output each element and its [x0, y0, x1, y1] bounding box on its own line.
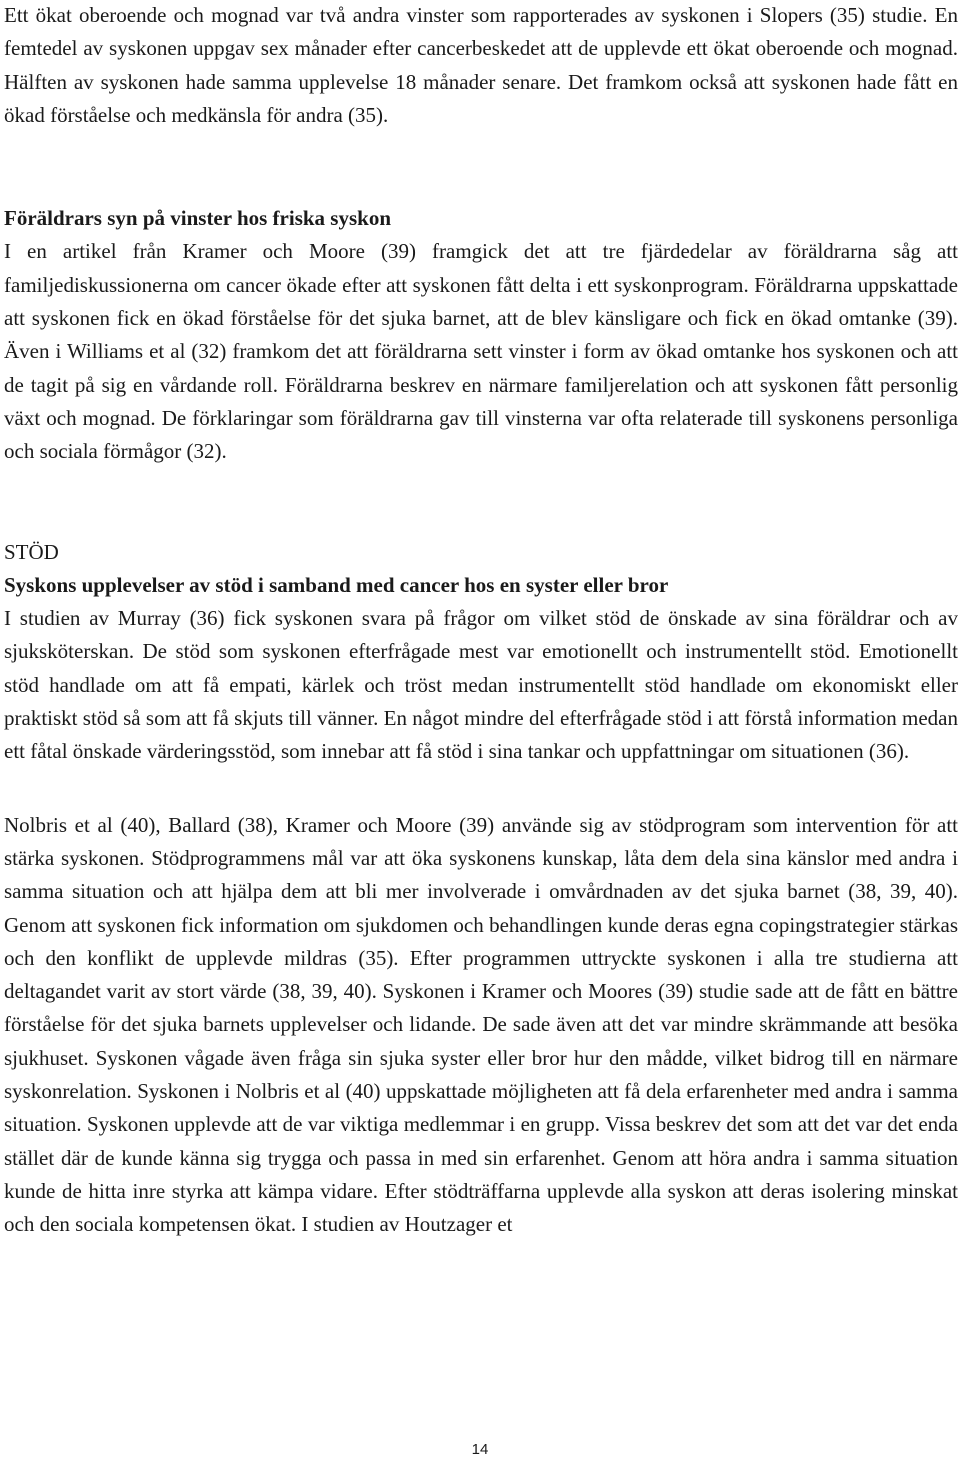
- support-section: [4, 536, 958, 769]
- intro-paragraph: Ett ökat oberoende och mognad var två andra vinster som rapporterades av syskonen i Slopers (35) studie. En femtedel av syskonen uppgav sex månader efter cancerbeskedet att de upplevde ett ökat oberoende och mognad. Hälften av syskonen hade samma upplevelse 18 månader senare. Det framkom också att syskonen hade fått en ökad förståelse och medkänsla för andra (35).: [4, 3, 958, 127]
- page-number: 14: [471, 1441, 489, 1458]
- parents-section: [4, 202, 958, 468]
- programs-section: [4, 809, 958, 1242]
- document-page: [4, 0, 958, 1242]
- parents-section-paragraph: I en artikel från Kramer och Moore (39) framgick det att tre fjärdedelar av föräldrarna såg att familjediskussionerna om cancer ökade efter att syskonen fått delta i ett syskonprogram. Föräldrarna uppskattade att syskonen fick en ökad förståelse för det sjuka barnet, att de blev känsligare och fick en ökad omtanke (39). Även i Williams et al (32) framkom det att föräldrarna sett vinster i form av ökad omtanke hos syskonen och att de tagit på sig en vårdande roll. Föräldrarna beskrev en närmare familjerelation och att syskonen fått personlig växt och mognad. De förklaringar som föräldrarna gav till vinsterna var ofta relaterade till syskonens personliga och sociala förmågor (32).: [4, 239, 958, 464]
- support-section-paragraph: I studien av Murray (36) fick syskonen svara på frågor om vilket stöd de önskade av sina föräldrar och av sjuksköterskan. De stöd som syskonen efterfrågade mest var emotionellt och instrumentellt stöd. Emotionellt stöd handlade om att få empati, kärlek och tröst medan instrumentellt stöd handlade om ekonomiskt eller praktiskt stöd så som att få skjuts till vänner. En något mindre del efterfrågade stöd i att förstå information medan ett fåtal önskade värderingsstöd, som innebar att få stöd i sina tankar och uppfattningar om situationen (36).: [4, 606, 958, 764]
- parents-section-heading: Föräldrars syn på vinster hos friska syskon: [4, 206, 392, 231]
- support-section-label: STÖD: [4, 539, 59, 564]
- intro-section: [4, 0, 958, 132]
- programs-section-paragraph: Nolbris et al (40), Ballard (38), Kramer och Moore (39) använde sig av stödprogram som intervention för att stärka syskonen. Stödprogrammens mål var att öka syskonens kunskap, låta dem dela sina känslor med andra i samma situation och att hjälpa dem att bli mer involverade i omvårdnaden av det sjuka barnet (38, 39, 40). Genom att syskonen fick information om sjukdomen och behandlingen kunde deras egna copingstrategier stärkas och den konflikt de upplevde mildras (35). Efter programmen uttryckte syskonen i alla tre studierna att deltagandet varit av stort värde (38, 39, 40). Syskonen i Kramer och Moores (39) studie sade att de fått en bättre förståelse för det sjuka barnets upplevelser och lidande. De sade även att det var mindre skrämmande att besöka sjukhuset. Syskonen vågade även fråga sin sjuka syster eller bror hur den mådde, vilket bidrog till en närmare syskonrelation. Syskonen i Nolbris et al (40) uppskattade möjligheten att få dela erfarenheter med andra i samma situation. Syskonen upplevde att de var viktiga medlemmar i en grupp. Vissa beskrev det som att det var det enda stället där de kunde känna sig trygga och passa in med sin erfarenhet. Genom att höra andra i samma situation kunde de hitta inre styrka att kämpa vidare. Efter stödträffarna upplevde alla syskon att deras isolering minskat och den sociala kompetensen ökat. I studien av Houtzager et: [4, 812, 958, 1237]
- support-section-heading: Syskons upplevelser av stöd i samband med cancer hos en syster eller bror: [4, 572, 669, 597]
